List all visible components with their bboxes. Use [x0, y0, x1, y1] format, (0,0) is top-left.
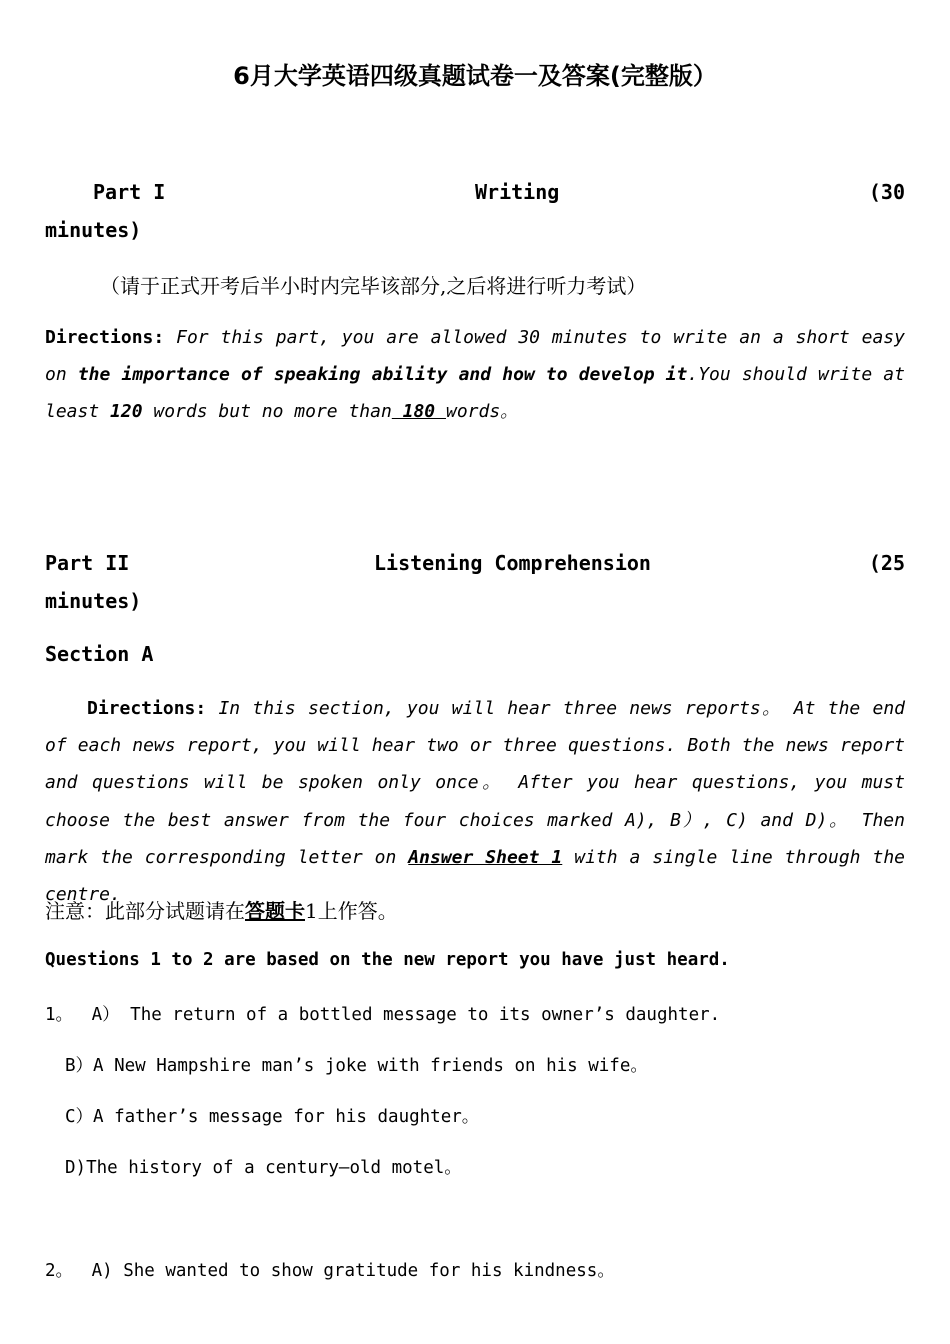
part1-directions-min: 120: [110, 401, 143, 423]
part2-directions-label: Directions:: [87, 698, 207, 719]
part1-directions-intro: For this part, you are allowed 30 minutes to write an a short easy on: [45, 327, 905, 386]
question-option: A） The return of a bottled message to its owner’s daughter.: [91, 1005, 721, 1025]
question-number: 1。: [45, 1005, 74, 1025]
question-option: D)The history of a century—old motel。: [65, 1158, 462, 1178]
document-title: 6月大学英语四级真题试卷一及答案(完整版）: [233, 62, 717, 90]
part2-note-prefix: 注意：此部分试题请在: [45, 899, 245, 923]
question-option: B）A New Hampshire man’s joke with friends on his wife。: [65, 1056, 648, 1076]
question-1: [45, 1001, 720, 1026]
part2-directions-end: with a single line through the centre.: [45, 846, 905, 906]
part2-note-card: 答题卡: [245, 899, 305, 923]
part1-directions-max: 180: [391, 401, 446, 423]
part2-note: [45, 895, 398, 924]
part1-directions-end: words。: [445, 401, 519, 423]
question-2: [45, 1257, 615, 1282]
part1-directions-label: Directions:: [45, 327, 165, 348]
part1-directions-mid: .You should write at least: [45, 364, 905, 423]
part2-time-open: (25: [868, 551, 905, 575]
section-a-heading: Section A: [45, 642, 154, 666]
part1-time-open: (30: [868, 180, 905, 204]
part2-directions: [45, 690, 905, 913]
part1-directions-topic: the importance of speaking ability and how to develop it: [77, 364, 688, 386]
part1-label: Part I: [93, 180, 166, 204]
part2-label: Part II: [45, 551, 130, 575]
part2-time-close: minutes): [45, 589, 142, 613]
part2-name: Listening Comprehension: [374, 551, 651, 575]
part1-directions-words: words but no more than: [142, 401, 392, 423]
part2-heading: [45, 551, 905, 579]
part1-time-close: minutes): [45, 218, 142, 242]
question-option: A) She wanted to show gratitude for his kindness。: [91, 1261, 615, 1281]
part1-name: Writing: [475, 180, 560, 204]
question-group-heading: Questions 1 to 2 are based on the new report you have just heard.: [45, 950, 730, 970]
part1-heading: [45, 180, 905, 208]
question-number: 2。: [45, 1261, 74, 1281]
part1-note: （请于正式开考后半小时内完毕该部分,之后将进行听力考试）: [100, 274, 647, 298]
part2-note-suffix: 1上作答。: [305, 899, 398, 923]
question-option: C）A father’s message for his daughter。: [65, 1107, 480, 1127]
answer-sheet-ref: Answer Sheet 1: [408, 846, 563, 868]
part2-directions-text: In this section, you will hear three news reports。 At the end of each news report, you will hear two or three questions. Both the news report and questions will be spoken only once。 After you hear questions, you must choose the best answer from the four choices marked A), B）, C) and D)。 Then mark the corresponding letter on: [45, 698, 905, 868]
part1-directions: [45, 319, 905, 431]
